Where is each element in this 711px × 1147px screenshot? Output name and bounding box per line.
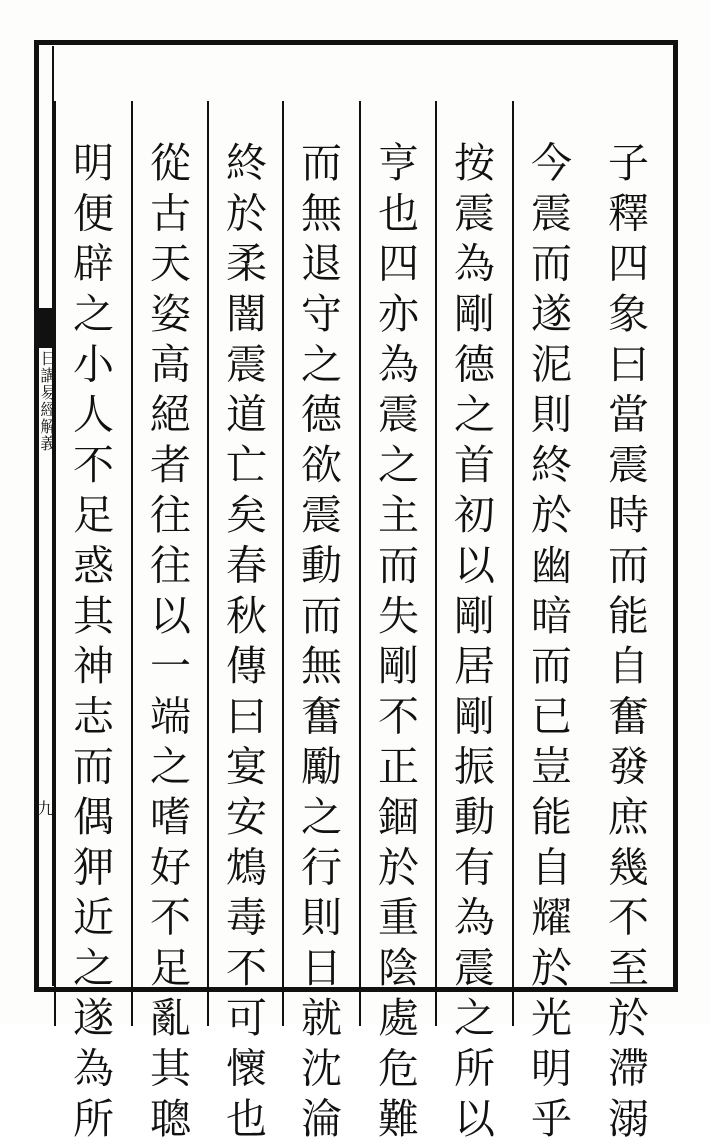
text-column-4 xyxy=(359,101,429,1147)
margin-column xyxy=(36,46,56,986)
text-column-1 xyxy=(590,101,660,1147)
column-text: 亨也四亦為震之主而失剛不正錮於重陰處危難 xyxy=(371,141,419,1147)
column-text: 從古天姿高絕者往往以一端之嗜好不足亂其聰 xyxy=(143,141,191,1147)
text-column-3 xyxy=(435,101,505,1147)
text-column-2 xyxy=(512,101,582,1147)
page-number: 九 xyxy=(35,800,54,816)
column-text: 而無退守之德欲震動而無奮勵之行則日就沈淪 xyxy=(294,141,342,1147)
text-column-6 xyxy=(207,101,277,1147)
column-text: 終於柔闇震道亡矣春秋傳曰宴安鴆毒不可懷也 xyxy=(219,141,267,1147)
book-title: 日講易經解義 xyxy=(38,350,57,452)
text-column-5 xyxy=(282,101,352,1147)
text-column-8 xyxy=(54,101,124,1147)
text-column-7 xyxy=(131,101,201,1147)
text-block xyxy=(52,46,674,1147)
column-text: 明便辟之小人不足惑其神志而偶狎近之遂為所 xyxy=(66,141,114,1147)
fishtail-mark xyxy=(36,308,54,348)
column-text: 按震為剛德之首初以剛居剛振動有為震之所以 xyxy=(447,141,495,1147)
column-text: 子釋四象曰當震時而能自奮發庶幾不至於滯溺 xyxy=(601,141,649,1147)
column-text: 今震而遂泥則終於幽暗而已豈能自耀於光明乎 xyxy=(524,141,572,1147)
